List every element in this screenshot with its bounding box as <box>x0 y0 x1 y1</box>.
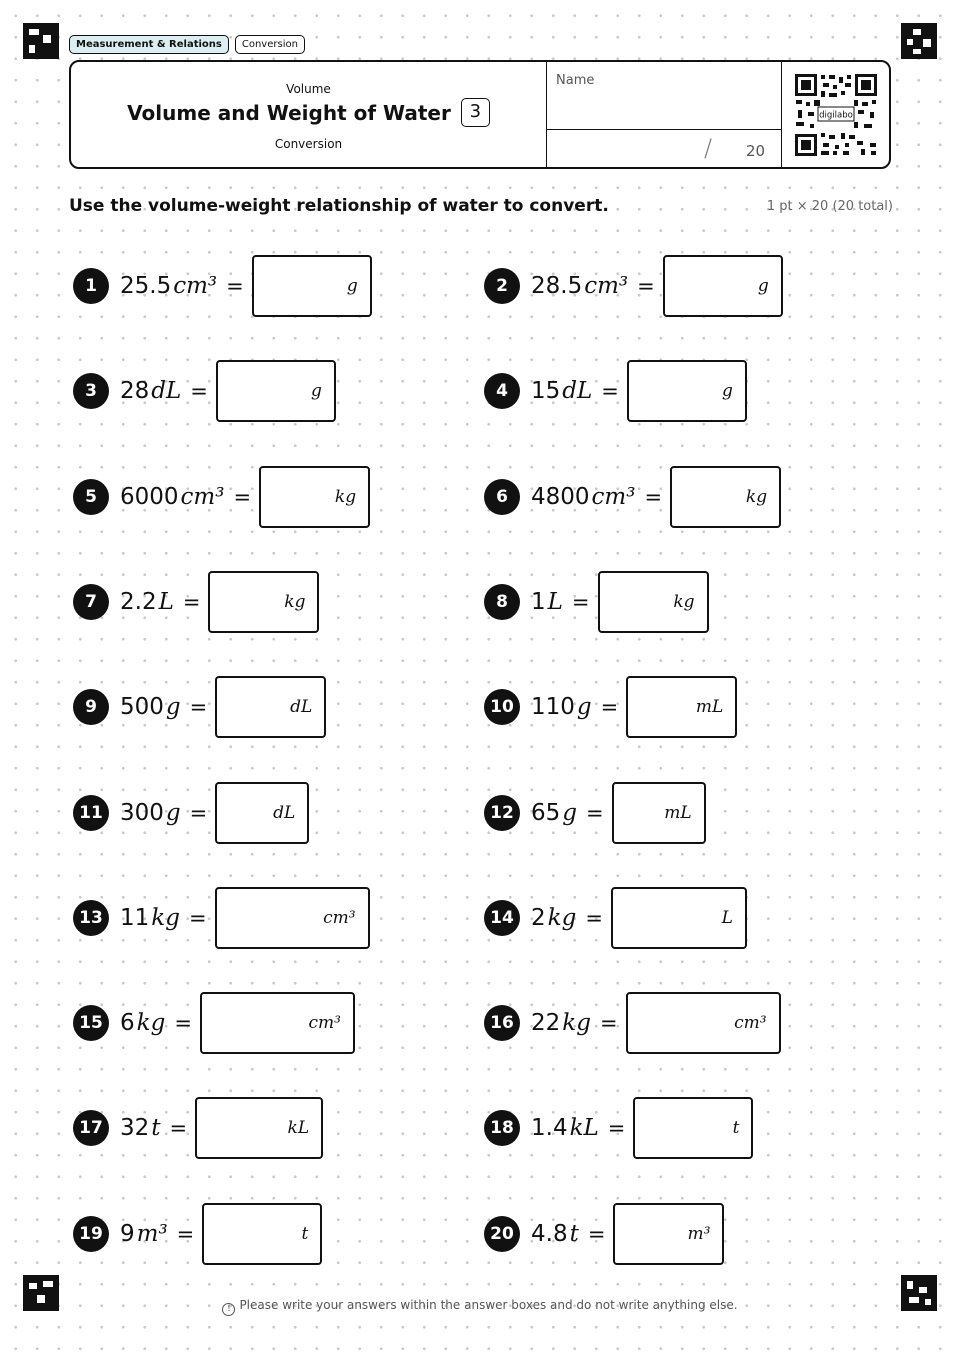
equals-sign: = <box>571 589 590 614</box>
problem-value: 4.8 <box>531 1220 568 1247</box>
answer-unit: t <box>301 1223 309 1244</box>
problem-number: 3 <box>73 373 109 409</box>
problem-number: 10 <box>484 689 520 725</box>
problem-unit: cm³ <box>180 483 225 510</box>
equals-sign: = <box>176 1221 195 1246</box>
problem-expression <box>531 1221 613 1247</box>
problem-item <box>484 887 747 949</box>
equals-sign: = <box>587 1221 606 1246</box>
equals-sign: = <box>190 379 208 404</box>
problem-unit: kL <box>569 1115 599 1142</box>
answer-unit: mL <box>664 802 692 823</box>
subtitle-label: Conversion <box>274 137 343 151</box>
divider <box>781 62 782 167</box>
answer-unit: kg <box>673 591 695 612</box>
problem-expression <box>531 905 611 931</box>
qr-label: digilabo <box>819 110 853 121</box>
problem-number: 11 <box>73 795 109 831</box>
problem-expression <box>120 905 215 931</box>
answer-unit: t <box>732 1118 740 1139</box>
score-total: 20 <box>746 142 766 160</box>
problem-unit: L <box>547 588 563 615</box>
problem-value: 22 <box>531 1010 561 1037</box>
footer-text: Please write your answers within the answer boxes and do not write anything else. <box>239 1298 738 1312</box>
problem-value: 2.2 <box>120 588 157 615</box>
problem-item <box>73 466 370 528</box>
footer-note <box>0 1298 960 1316</box>
problem-item <box>484 992 781 1054</box>
problem-expression <box>531 378 627 404</box>
problem-unit: g <box>562 799 578 826</box>
answer-box[interactable] <box>259 466 370 528</box>
problem-number: 12 <box>484 795 520 831</box>
corner-marker-top-right <box>901 23 937 59</box>
problem-value: 28.5 <box>531 273 583 299</box>
problem-expression <box>120 589 208 615</box>
subject-label: Volume <box>286 82 331 96</box>
problem-item <box>73 782 309 844</box>
problem-item <box>73 571 319 633</box>
equals-sign: = <box>174 1011 192 1036</box>
problem-expression <box>120 484 259 510</box>
answer-unit: cm³ <box>323 907 356 928</box>
problem-value: 65 <box>531 799 561 826</box>
answer-box[interactable] <box>215 676 326 738</box>
problem-unit: g <box>576 694 592 721</box>
problem-expression <box>120 273 252 299</box>
problem-number: 20 <box>484 1216 520 1252</box>
problem-number: 19 <box>73 1216 109 1252</box>
problem-unit: t <box>569 1220 579 1247</box>
problem-item <box>73 1097 323 1159</box>
answer-box[interactable] <box>626 676 737 738</box>
answer-unit: kg <box>745 486 768 507</box>
answer-box[interactable] <box>200 992 355 1054</box>
problem-value: 25.5 <box>120 273 172 299</box>
problem-value: 15 <box>531 378 561 405</box>
answer-box[interactable] <box>633 1097 753 1159</box>
problem-value: 2 <box>531 904 546 931</box>
equals-sign: = <box>189 695 208 720</box>
answer-box[interactable] <box>613 1203 724 1265</box>
problem-unit: t <box>151 1115 161 1142</box>
problem-unit: cm³ <box>584 273 629 299</box>
problem-item <box>73 1203 322 1265</box>
answer-box[interactable] <box>626 992 781 1054</box>
problem-number: 13 <box>73 900 109 936</box>
divider <box>546 129 781 130</box>
problem-value: 6000 <box>120 483 179 510</box>
title-text: Volume and Weight of Water <box>127 100 451 125</box>
problem-item <box>484 1097 753 1159</box>
problem-expression <box>120 1221 202 1247</box>
answer-unit: dL <box>290 697 313 718</box>
problem-expression <box>531 1010 626 1036</box>
problem-unit: g <box>165 799 181 826</box>
problem-value: 28 <box>120 378 150 405</box>
problem-unit: cm³ <box>173 273 218 299</box>
worksheet-header <box>69 60 891 169</box>
problem-item <box>484 466 781 528</box>
problem-value: 300 <box>120 799 164 826</box>
answer-unit: kg <box>284 591 306 612</box>
problem-number: 14 <box>484 900 520 936</box>
problem-number: 5 <box>73 479 109 515</box>
answer-unit: g <box>722 381 733 402</box>
problem-expression <box>531 484 670 510</box>
score-slash: / <box>704 134 713 162</box>
equals-sign: = <box>607 1116 626 1141</box>
equals-sign: = <box>586 800 604 825</box>
equals-sign: = <box>601 379 619 404</box>
answer-box[interactable] <box>627 360 747 422</box>
problem-value: 11 <box>120 904 150 931</box>
problem-number: 8 <box>484 584 520 620</box>
answer-unit: cm³ <box>734 1013 767 1034</box>
answer-box[interactable] <box>670 466 781 528</box>
problem-number: 7 <box>73 584 109 620</box>
problem-item <box>73 676 326 738</box>
problem-unit: dL <box>151 378 182 405</box>
problem-expression <box>120 378 216 404</box>
problem-unit: L <box>158 588 174 615</box>
problem-unit: kg <box>136 1010 166 1037</box>
points-info: 1 pt × 20 (20 total) <box>766 199 893 214</box>
problem-expression <box>120 800 215 826</box>
answer-box[interactable] <box>611 887 747 949</box>
problem-expression <box>531 1115 633 1141</box>
equals-sign: = <box>169 1116 188 1141</box>
equals-sign: = <box>585 905 603 930</box>
problem-item <box>73 360 336 422</box>
name-label: Name <box>556 73 595 88</box>
problem-item <box>73 255 372 317</box>
answer-unit: mL <box>695 697 724 718</box>
title-block <box>71 62 546 167</box>
problem-unit: kg <box>562 1010 591 1037</box>
problem-number: 15 <box>73 1005 109 1041</box>
problem-value: 1.4 <box>531 1115 568 1142</box>
corner-marker-top-left <box>23 23 59 59</box>
answer-unit: g <box>311 381 322 402</box>
answer-box[interactable] <box>195 1097 323 1159</box>
problem-item <box>484 676 737 738</box>
answer-box[interactable] <box>215 782 309 844</box>
problem-expression <box>531 694 626 720</box>
problem-value: 32 <box>120 1115 150 1142</box>
equals-sign: = <box>226 274 244 298</box>
problem-value: 500 <box>120 694 164 721</box>
answer-box[interactable] <box>215 887 370 949</box>
problem-item <box>484 1203 724 1265</box>
problem-number: 6 <box>484 479 520 515</box>
category-tags <box>69 35 305 54</box>
problem-expression <box>531 800 612 826</box>
problem-expression <box>531 273 663 299</box>
equals-sign: = <box>600 695 619 720</box>
answer-unit: dL <box>273 802 296 823</box>
problem-unit: g <box>165 694 181 721</box>
problem-number: 1 <box>73 268 109 304</box>
problem-unit: kg <box>547 904 577 931</box>
equals-sign: = <box>189 800 208 825</box>
problem-item <box>484 782 706 844</box>
answer-unit: g <box>757 276 769 296</box>
answer-box[interactable] <box>598 571 709 633</box>
category-tag: Measurement & Relations <box>69 35 229 54</box>
problem-value: 6 <box>120 1010 135 1037</box>
subcategory-tag: Conversion <box>235 35 305 54</box>
instruction-text: Use the volume-weight relationship of water to convert. <box>69 196 609 216</box>
answer-unit: g <box>346 276 358 296</box>
qr-code-icon <box>794 73 878 157</box>
problem-item <box>484 571 709 633</box>
info-icon: ! <box>222 1303 235 1316</box>
worksheet-title <box>71 98 546 127</box>
problem-value: 1 <box>531 588 546 615</box>
problem-unit: m³ <box>136 1220 168 1247</box>
divider <box>546 62 547 167</box>
answer-box[interactable] <box>663 255 783 317</box>
problem-item <box>484 255 783 317</box>
problem-number: 17 <box>73 1110 109 1146</box>
answer-box[interactable] <box>252 255 372 317</box>
problem-expression <box>120 1115 195 1141</box>
equals-sign: = <box>233 484 252 509</box>
problem-number: 18 <box>484 1110 520 1146</box>
equals-sign: = <box>644 484 663 509</box>
problem-item <box>484 360 747 422</box>
problem-item <box>73 887 370 949</box>
problem-unit: cm³ <box>591 483 636 510</box>
answer-unit: cm³ <box>308 1013 341 1034</box>
equals-sign: = <box>599 1011 618 1036</box>
problem-expression <box>120 1010 200 1036</box>
answer-unit: kL <box>287 1118 310 1139</box>
equals-sign: = <box>188 905 207 930</box>
problem-unit: kg <box>151 904 180 931</box>
problem-value: 110 <box>531 694 575 721</box>
problem-item <box>73 992 355 1054</box>
answer-box[interactable] <box>612 782 706 844</box>
answer-unit: L <box>721 907 733 928</box>
problem-value: 9 <box>120 1220 135 1247</box>
problem-expression <box>120 694 215 720</box>
problem-number: 9 <box>73 689 109 725</box>
problem-value: 4800 <box>531 483 590 510</box>
answer-unit: m³ <box>687 1223 711 1244</box>
problem-number: 2 <box>484 268 520 304</box>
problem-number: 16 <box>484 1005 520 1041</box>
problem-number: 4 <box>484 373 520 409</box>
problem-unit: dL <box>562 378 593 405</box>
equals-sign: = <box>637 274 655 298</box>
equals-sign: = <box>182 589 201 614</box>
worksheet-number: 3 <box>461 98 490 127</box>
answer-box[interactable] <box>208 571 319 633</box>
answer-box[interactable] <box>202 1203 322 1265</box>
answer-unit: kg <box>334 486 357 507</box>
problem-expression <box>531 589 598 615</box>
answer-box[interactable] <box>216 360 336 422</box>
